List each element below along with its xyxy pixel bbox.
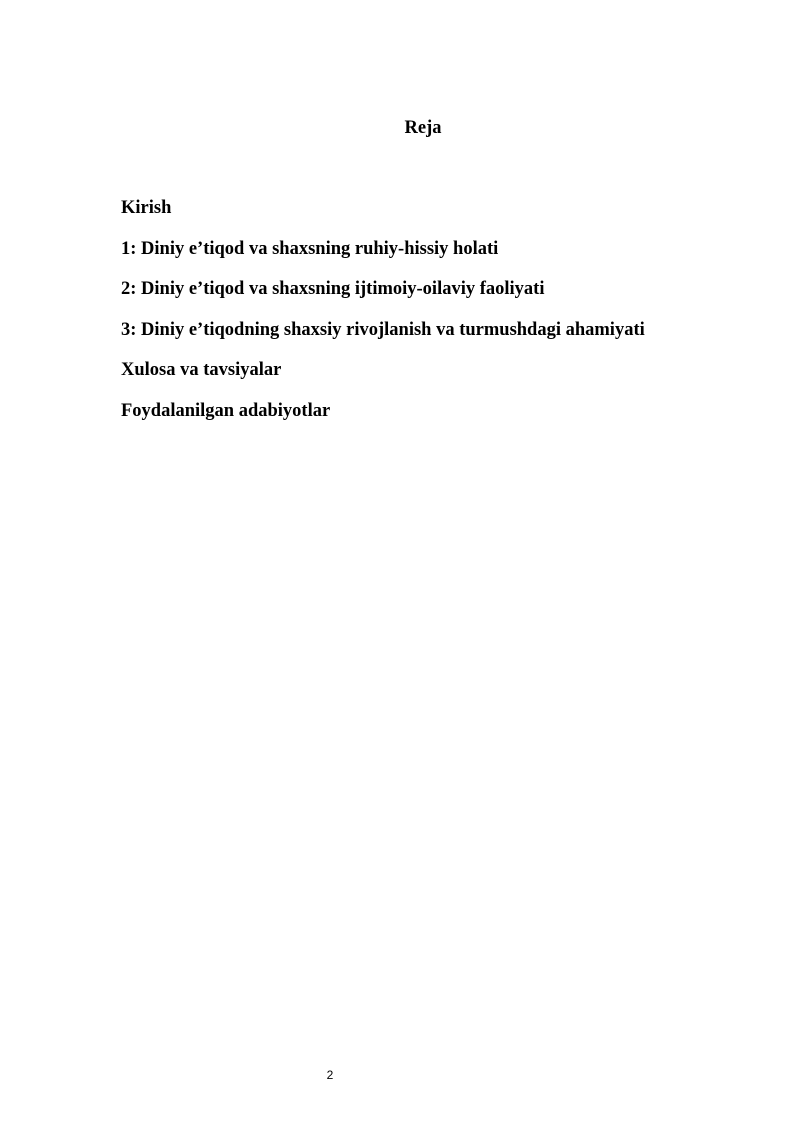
- toc-item-chapter-1: 1: Diniy e’tiqod va shaxsning ruhiy-hissiy holati: [121, 238, 499, 259]
- toc-item-conclusion: Xulosa va tavsiyalar: [121, 360, 282, 380]
- page-number: 2: [326, 1068, 334, 1082]
- toc-item-chapter-2: 2: Diniy e’tiqod va shaxsning ijtimoiy-oilaviy faoliyati: [121, 279, 545, 299]
- toc-item-references: Foydalanilgan adabiyotlar: [121, 400, 331, 421]
- toc-item-chapter-3: 3: Diniy e’tiqodning shaxsiy rivojlanish va turmushdagi ahamiyati: [121, 319, 645, 340]
- table-of-contents: [121, 196, 645, 439]
- page-title: Reja: [404, 118, 442, 138]
- toc-item-introduction: Kirish: [121, 198, 172, 218]
